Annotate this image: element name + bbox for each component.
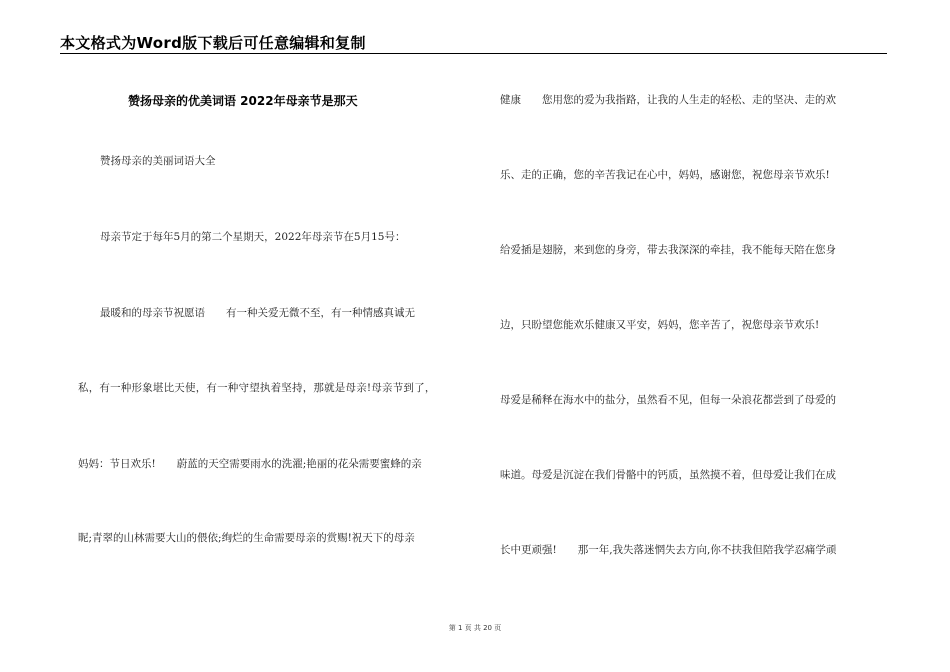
paragraph-line: 昵;青翠的山林需要大山的偎依;绚烂的生命需要母亲的赏赐!祝天下的母亲	[78, 532, 415, 544]
page-footer: 第 1 页 共 20 页	[448, 624, 502, 632]
paragraph-line: 乐、走的正确，您的辛苦我记在心中，妈妈，感谢您，祝您母亲节欢乐!	[500, 169, 830, 181]
paragraph-line: 味道。母爱是沉淀在我们骨骼中的钙质，虽然摸不着，但母爱让我们在成	[500, 469, 836, 481]
document-title: 赞扬母亲的优美词语 2022年母亲节是那天	[128, 94, 358, 108]
paragraph-line: 最暖和的母亲节祝愿语 有一种关爱无微不至，有一种情感真诚无	[100, 307, 415, 319]
paragraph-line: 赞扬母亲的美丽词语大全	[100, 155, 216, 167]
paragraph-line: 边，只盼望您能欢乐健康又平安，妈妈，您辛苦了，祝您母亲节欢乐!	[500, 319, 820, 331]
paragraph-line: 母亲节定于每年5月的第二个星期天，2022年母亲节在5月15号：	[100, 231, 406, 243]
paragraph-line: 母爱是稀释在海水中的盐分，虽然看不见，但每一朵浪花都尝到了母爱的	[500, 394, 836, 406]
paragraph-line: 妈妈：节日欢乐! 蔚蓝的天空需要雨水的洗濯;艳丽的花朵需要蜜蜂的亲	[78, 458, 422, 470]
header-rule	[60, 53, 887, 54]
paragraph-line: 私，有一种形象堪比天使，有一种守望执着坚持，那就是母亲!母亲节到了，	[78, 382, 436, 394]
document-header-title: 本文格式为Word版下载后可任意编辑和复制	[60, 34, 366, 52]
paragraph-line: 健康 您用您的爱为我指路，让我的人生走的轻松、走的坚决、走的欢	[500, 94, 836, 106]
paragraph-line: 给爱插是翅膀，来到您的身旁，带去我深深的牵挂，我不能每天陪在您身	[500, 244, 836, 256]
paragraph-line: 长中更顽强! 那一年,我失落迷惘失去方向,你不扶我但陪我学忍痛学顽	[500, 544, 837, 556]
